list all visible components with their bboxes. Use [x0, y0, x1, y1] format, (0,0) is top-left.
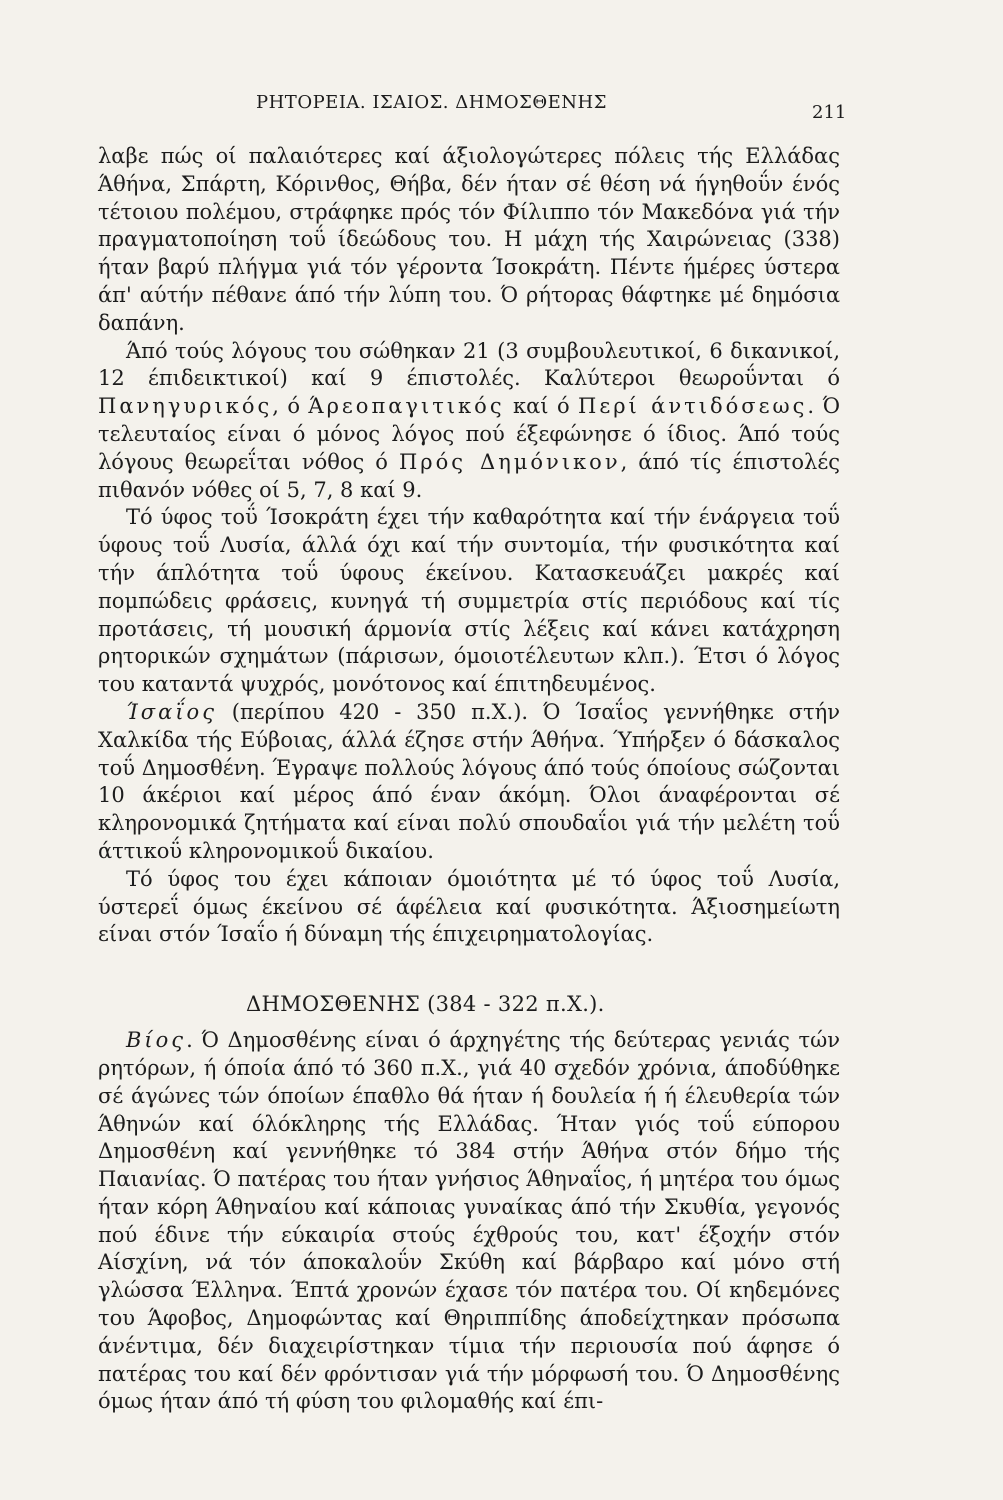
paragraph-demosthenes-life: [98, 1027, 840, 1416]
subsection-label-bios: Βίος: [126, 1028, 187, 1053]
work-title-antidosis: Περί άντιδόσεως: [578, 394, 808, 419]
text-segment: , ό: [272, 394, 309, 419]
text-segment: . Ό Δημοσθένης είναι ό άρχηγέτης τής δεύτερας γενιάς τών ρητόρων, ή όποία άπό τό 360 π.Χ., γιά 40 σχεδόν χρόνια, άποδύθηκε σέ άγώνες τών όποίων έπαθλο θά ήταν ή δουλεία ή ή έλευθερία τών Άθηνών καί όλόκληρης τής Ελλάδας. Ήταν γιός τοΰ εύπορου Δημοσθένη καί γεννήθηκε τό 384 στήν Άθήνα στόν δήμο τής Παιανίας. Ό πατέρας του ήταν γνήσιος Άθηναΐος, ή μητέρα του όμως ήταν κόρη Άθηναίου καί κάποιας γυναίκας άπό τήν Σκυθία, γεγονός πού έδινε τήν εύκαιρία στούς έχθρούς του, κατ' έξοχήν στόν Αίσχίνη, νά τόν άποκαλοΰν Σκύθη καί βάρβαρο καί μόνο στή γλώσσα Έλληνα. Έπτά χρονών έχασε τόν πατέρα του. Οί κηδεμόνες του Άφοβος, Δημοφώντας καί Θηριππίδης άποδείχτηκαν πρόσωπα άνέντιμα, δέν διαχειρίστηκαν τίμια τήν περιουσία πού άφησε ό πατέρας του καί δέν φρόντισαν γιά τήν μόρφωσή του. Ό Δημοσθένης όμως ήταν άπό τή φύση του φιλομαθής καί έπι-: [98, 1028, 840, 1414]
paragraph-isocrates-life-end: λαβε πώς οί παλαιότερες καί άξιολογώτερες πόλεις τής Ελλάδας Άθήνα, Σπάρτη, Κόρινθος, Θήβα, δέν ήταν σέ θέση νά ήγηθοΰν ένός τέτοιου πολέμου, στράφηκε πρός τόν Φίλιππο τόν Μακεδόνα γιά τήν πραγματοποίηση τοΰ ίδεώδους του. Η μάχη τής Χαιρώνειας (338) ήταν βαρύ πλήγμα γιά τόν γέροντα Ίσοκράτη. Πέντε ήμέρες ύστερα άπ' αύτήν πέθανε άπό τήν λύπη του. Ό ρήτορας θάφτηκε μέ δημόσια δαπάνη.: [98, 144, 840, 335]
section-heading-demosthenes: ΔΗΜΟΣΘΕΝΗΣ (384 - 322 π.Χ.).: [246, 992, 605, 1017]
paragraph-isocrates-works: [98, 338, 840, 505]
text-segment: Άπό τούς λόγους του σώθηκαν 21 (3 συμβουλευτικοί, 6 δικανικοί, 12 έπιδεικτικοί) καί 9 έπιστολές. Καλύτεροι θεωροΰνται ό: [98, 338, 840, 391]
paragraph-isocrates-style: Τό ύφος τοΰ Ίσοκράτη έχει τήν καθαρότητα καί τήν ένάργεια τοΰ ύφους τοΰ Λυσία, άλλά όχι καί τήν συντομία, τήν φυσικότητα καί τήν άπλότητα τοΰ ύφους έκείνου. Κατασκευάζει μακρές καί πομπώδεις φράσεις, κυνηγά τή συμμετρία στίς περιόδους καί τίς προτάσεις, τή μουσική άρμονία στίς λέξεις καί κάνει κατάχρηση ρητορικών σχημάτων (πάρισων, όμοιοτέλευτων κλπ.). Έτσι ό λόγος του καταντά ψυχρός, μονότονος καί έπιτηδευμένος.: [98, 505, 840, 697]
page-number: 211: [812, 102, 847, 123]
paragraph-isaeus-style: Τό ύφος του έχει κάποιαν όμοιότητα μέ τό ύφος τοΰ Λυσία, ύστερεΐ όμως έκείνου σέ άφέλεια καί φυσικότητα. Άξιοσημείωτη είναι στόν Ίσαΐο ή δύναμη τής έπιχειρηματολογίας.: [98, 866, 840, 947]
text-segment: (περίπου 420 - 350 π.Χ.). Ό Ίσαΐος γεννήθηκε στήν Χαλκίδα τής Εύβοιας, άλλά έζησε στήν Άθήνα. Ύπήρξεν ό δάσκαλος τοΰ Δημοσθένη. Έγραψε πολλούς λόγους άπό τούς όποίους σώζονται 10 άκέριοι καί μέρος άπό έναν άκόμη. Όλοι άναφέρονται σέ κληρονομικά ζητήματα καί είναι πολύ σπουδαΐοι γιά τήν μελέτη τοΰ άττικοΰ κληρονομικοΰ δικαίου.: [98, 699, 840, 863]
running-title: ΡΗΤΟΡΕΙΑ. ΙΣΑΙΟΣ. ΔΗΜΟΣΘΕΝΗΣ: [256, 92, 607, 113]
paragraph-isaeus: [98, 699, 840, 866]
work-title-areopagiticus: Άρεοπαγιτικός: [308, 394, 505, 419]
body-text: [98, 143, 840, 1416]
text-segment: . Ό τελευταίος είναι ό μόνος λόγος πού έξεφώνησε ό ίδιος. Άπό τούς λόγους θεωρεΐται νόθος ό: [98, 394, 840, 474]
work-title-demonicus: Πρός Δημόνικον: [398, 449, 621, 474]
text-segment: καί ό: [504, 394, 578, 419]
work-title-panegyricus: Πανηγυρικός: [98, 394, 273, 419]
name-isaeus: Ίσαΐος: [126, 699, 217, 724]
text-segment: , άπό τίς έπιστολές πιθανόν νόθες οί 5, 7, 8 καί 9.: [98, 449, 841, 502]
